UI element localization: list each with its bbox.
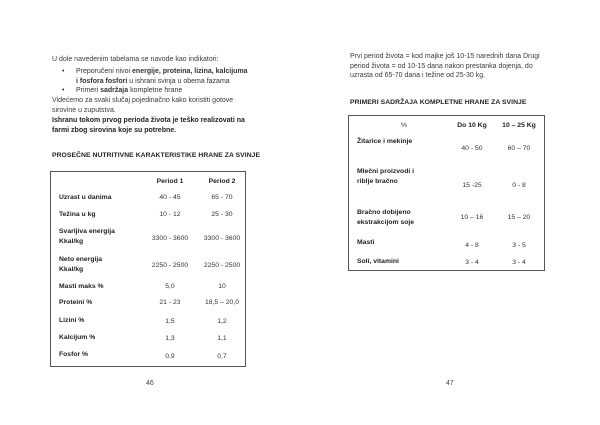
row-label-line2: Kkal/kg (59, 238, 84, 245)
row-label: Kalcijum % (59, 334, 96, 341)
row-label: Soli, vitamini (357, 258, 399, 265)
cell-value: 65 - 70 (211, 194, 233, 201)
page-number: 47 (446, 380, 454, 387)
paragraph-line: Videćemo za svaki slučaj pojedinačno kako koristiti gotove (52, 97, 234, 104)
cell-value: 40 - 45 (159, 194, 181, 201)
row-label: Žitarice i mekinje (357, 138, 413, 145)
cell-value: 0,9 (165, 353, 175, 360)
cell-value: 10 (218, 283, 226, 290)
paragraph-line: Ishranu tokom prvog perioda života je teško realizovati na (52, 117, 245, 124)
cell-value: 0 - 8 (512, 182, 526, 189)
paragraph (52, 96, 250, 115)
bullet-bold: energije, proteina, lizina, kalcijuma (132, 68, 248, 75)
page-right (300, 0, 600, 425)
row-label-line2: ekstrakcijom soje (357, 219, 415, 226)
cell-value: 3 - 4 (512, 259, 526, 266)
cell-value: 5,0 (165, 283, 175, 290)
cell-value: 4 - 8 (465, 242, 479, 249)
cell-value: 3 - 5 (512, 242, 526, 249)
table-header: Do 10 Kg (457, 122, 487, 129)
bullet-list (62, 67, 262, 96)
cell-value: 25 - 30 (211, 211, 233, 218)
nutrition-table (50, 171, 246, 367)
bold-paragraph (52, 116, 250, 135)
paragraph-line: uzrasta od 65-70 dana i težine od 25-30 kg. (350, 72, 486, 80)
row-label: Masti maks % (59, 283, 104, 290)
cell-value: 0,7 (217, 353, 227, 360)
bullet-bold: i fosfora fosfori (76, 77, 128, 85)
row-label: Fosfor % (59, 351, 89, 358)
bullet-item: • Preporučeni nivoi energije, proteina, lizina, kalcijuma i fosfora fosfori u ishrani svinja u obema fazama (62, 68, 248, 85)
bullet-text: u ishrani svinja u obema fazama (127, 77, 230, 85)
cell-value: 1,2 (217, 318, 227, 325)
row-label: Bračno dobijeno (357, 209, 411, 216)
row-label: Proteini % (59, 299, 93, 306)
cell-value: 1,3 (165, 335, 175, 342)
table-header: 10 – 25 Kg (502, 122, 536, 129)
row-label: Masti (357, 239, 375, 246)
bullet-text: Preporučeni nivoi (76, 68, 133, 75)
cell-value: 15 – 20 (507, 214, 531, 221)
row-label: Uzrast u danima (59, 194, 112, 201)
paragraph-line: period života = od 10-15 dana nakon prestanka dojenja, do (350, 62, 533, 70)
row-label: Neto energija (59, 256, 103, 263)
bullet-text: kompletne hrane (128, 87, 183, 95)
row-label-line2: Kkal/kg (59, 266, 84, 273)
cell-value: 60 – 70 (507, 145, 531, 152)
cell-value: 21 - 23 (159, 299, 181, 306)
cell-value: 40 - 50 (461, 145, 483, 152)
row-label: Težina u kg (59, 211, 96, 218)
row-label-line2: riblje bračno (357, 178, 398, 185)
cell-value: 3 - 4 (465, 259, 479, 266)
row-label: Lizini % (59, 317, 85, 324)
cell-value: 2250 - 2500 (203, 262, 241, 269)
cell-value: 1,5 (165, 318, 175, 325)
cell-value: 2250 - 2500 (151, 262, 189, 269)
paragraph (350, 52, 550, 81)
cell-value: 10 - 12 (159, 211, 181, 218)
row-label: Svarljiva energija (59, 228, 115, 235)
intro-text: U dole navedenim tabelama se navode kao indikatori: (52, 56, 219, 63)
cell-value: 18,5 – 20,0 (204, 299, 239, 306)
table-heading: PROSEČNE NUTRITIVNE KARAKTERISTIKE HRANE ZA SVINJE (52, 152, 261, 159)
paragraph-line: farmi zbog sirovina koje su potrebne. (52, 126, 177, 134)
cell-value: 10 – 16 (460, 214, 484, 221)
bullet-item: • Primeri sadržaja kompletne hrane (62, 87, 183, 95)
cell-value: 3300 - 3600 (151, 235, 189, 242)
paragraph-line: Prvi period života = kod majke još 10-15 narednih dana Drugi (350, 53, 540, 60)
row-label: Mlečni proizvodi i (357, 168, 415, 175)
table-header: Period 1 (156, 178, 184, 185)
paragraph-line: sirovine u zuputstva. (52, 106, 116, 114)
cell-value: 1,1 (217, 335, 227, 342)
cell-value: 3300 - 3600 (203, 235, 241, 242)
table-header: % (400, 122, 408, 129)
table-header: Period 2 (208, 178, 236, 185)
table-heading: PRIMERI SADRŽAJA KOMPLETNE HRANE ZA SVINJE (350, 99, 527, 106)
page-number: 46 (146, 380, 154, 387)
bullet-bold: sadržaja (100, 87, 129, 95)
bullet-text: Primeri (76, 87, 101, 95)
cell-value: 15 -25 (462, 182, 482, 189)
feed-table (348, 115, 545, 271)
